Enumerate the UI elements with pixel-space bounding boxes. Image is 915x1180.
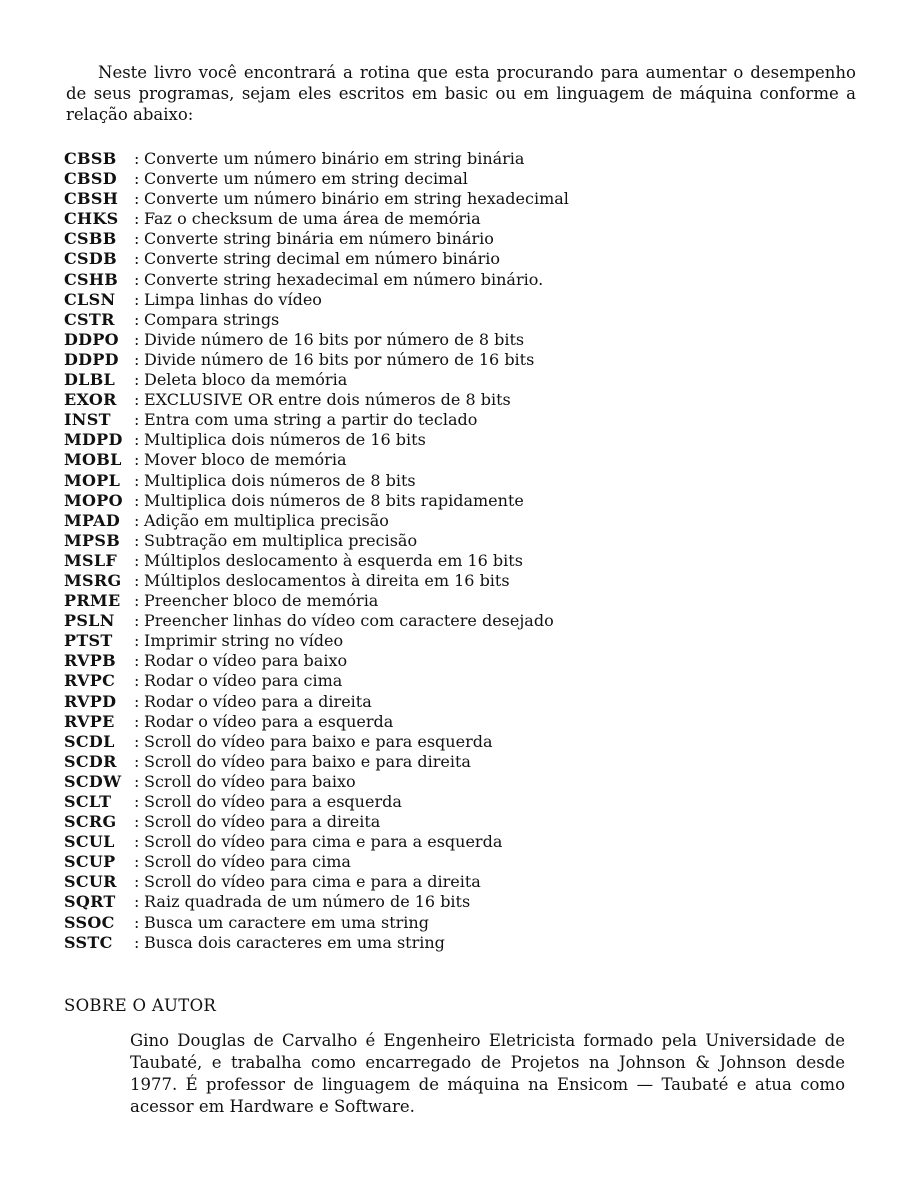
routine-item [64,229,624,249]
routine-item [64,189,624,209]
routine-description: Scroll do vídeo para baixo e para esquerda [144,731,493,751]
routine-separator: : [134,370,140,390]
routine-description: Rodar o vídeo para baixo [144,651,348,671]
routine-separator: : [134,410,140,430]
routine-code: MDPD [64,430,123,450]
routine-item [64,631,624,651]
routine-item [64,792,624,812]
routine-description: Raiz quadrada de um número de 16 bits [144,892,471,912]
routine-description: Rodar o vídeo para cima [144,671,343,691]
routine-separator: : [134,550,140,570]
routine-code: MSLF [64,550,118,570]
routine-code: SCUL [64,832,115,852]
routine-description: Subtração em multiplica precisão [144,530,418,550]
routine-code: CSDB [64,249,117,269]
routine-item [64,330,624,350]
routine-code: RVPB [64,651,116,671]
routine-description: Converte um número binário em string binária [144,149,525,168]
routine-code: PSLN [64,611,115,631]
routine-item [64,611,624,631]
routine-description: Scroll do vídeo para cima [144,852,351,872]
routine-code: CSBB [64,229,117,249]
routine-code: SCDW [64,771,122,791]
routine-description: Scroll do vídeo para baixo [144,771,356,791]
routine-item [64,471,624,491]
routine-description: Rodar o vídeo para a esquerda [144,711,394,731]
routine-description: Imprimir string no vídeo [144,631,344,651]
routine-separator: : [134,209,140,229]
routine-item [64,370,624,390]
routine-item [64,772,624,792]
routine-code: DLBL [64,370,116,390]
routine-item [64,430,624,450]
routine-separator: : [134,711,140,731]
routine-separator: : [134,329,140,349]
routine-separator: : [134,731,140,751]
routine-item [64,852,624,872]
routine-description: Converte um número binário em string hexadecimal [144,189,569,209]
routine-code: SSOC [64,912,115,932]
routine-description: Preencher linhas do vídeo com caractere desejado [144,611,554,631]
routine-code: SCUP [64,852,116,872]
routine-separator: : [134,269,140,289]
routine-item [64,692,624,712]
routine-item [64,350,624,370]
routine-description: Scroll do vídeo para a esquerda [144,792,402,811]
about-author-paragraph: Gino Douglas de Carvalho é Engenheiro Eletricista formado pela Universidade de Taubaté, e trabalha como encarregado de Projetos na Johnson & Johnson desde 1977. É professor de linguagem de máquina na Ensicom — Taubaté e atua como acessor em Hardware e Software. [130,1031,845,1116]
routine-separator: : [134,812,140,832]
routine-item [64,249,624,269]
routine-description: Scroll do vídeo para baixo e para direita [144,751,471,771]
routine-code: PTST [64,631,113,651]
routine-description: Converte string hexadecimal em número binário. [144,269,544,289]
routine-item [64,812,624,832]
routine-separator: : [134,792,140,811]
routine-code: SQRT [64,892,116,912]
routine-item [64,892,624,912]
routine-item [64,571,624,591]
routine-description: Entra com uma string a partir do teclado [144,410,478,430]
routine-description: Scroll do vídeo para cima e para a esquerda [144,832,503,852]
routine-item [64,290,624,310]
routine-code: CBSB [64,149,117,168]
routine-item [64,450,624,470]
routine-description: Scroll do vídeo para cima e para a direita [144,872,481,892]
routine-code: SCRG [64,812,117,832]
routine-separator: : [134,430,140,450]
routine-item [64,390,624,410]
routine-separator: : [134,490,140,510]
routine-description: EXCLUSIVE OR entre dois números de 8 bits [144,390,511,410]
routine-item [64,913,624,933]
routine-separator: : [134,611,140,631]
routine-item [64,209,624,229]
routine-separator: : [134,510,140,530]
routine-description: Deleta bloco da memória [144,370,348,390]
routine-description: Multiplica dois números de 16 bits [144,430,426,450]
intro-paragraph: Neste livro você encontrará a rotina que esta procurando para aumentar o desempenho de seus programas, sejam eles escritos em basic ou em linguagem de máquina conforme a relação abaixo: [66,63,856,124]
routine-code: CBSD [64,169,117,189]
routine-code: DDPD [64,349,119,369]
routine-description: Busca dois caracteres em uma string [144,932,445,952]
routine-item [64,551,624,571]
routine-separator: : [134,149,140,168]
routine-description: Multiplica dois números de 8 bits rapidamente [144,490,524,510]
routine-item [64,752,624,772]
routine-separator: : [134,671,140,691]
routine-separator: : [134,249,140,269]
routine-code: MPAD [64,510,121,530]
routine-code: MSRG [64,570,122,590]
routine-description: Converte string decimal em número binário [144,249,501,269]
routine-code: SSTC [64,932,113,952]
routine-item [64,591,624,611]
routine-item [64,712,624,732]
routine-code: MOPL [64,470,121,490]
routine-item [64,310,624,330]
routine-code: CLSN [64,289,116,309]
routine-description: Compara strings [144,309,280,329]
routine-code: RVPD [64,691,117,711]
routine-code: RVPE [64,711,115,731]
routine-separator: : [134,651,140,671]
routine-description: Divide número de 16 bits por número de 16 bits [144,349,535,369]
routine-item [64,511,624,531]
routine-description: Múltiplos deslocamento à esquerda em 16 bits [144,550,523,570]
routine-separator: : [134,852,140,872]
routine-item [64,651,624,671]
routine-description: Múltiplos deslocamentos à direita em 16 bits [144,570,510,590]
routine-separator: : [134,349,140,369]
routine-separator: : [134,169,140,189]
routine-code: SCDL [64,731,115,751]
routine-description: Rodar o vídeo para a direita [144,691,372,711]
routine-separator: : [134,631,140,651]
routine-item [64,732,624,752]
routine-separator: : [134,289,140,309]
routine-description: Divide número de 16 bits por número de 8 bits [144,329,525,349]
routine-separator: : [134,872,140,892]
routine-item [64,410,624,430]
routine-code: PRME [64,591,121,611]
routine-code: CHKS [64,209,119,229]
routine-separator: : [134,691,140,711]
routine-separator: : [134,892,140,912]
routine-description: Converte string binária em número binário [144,229,494,249]
routine-code: EXOR [64,390,117,410]
routine-list [64,149,624,953]
routine-item [64,832,624,852]
routine-description: Faz o checksum de uma área de memória [144,209,481,229]
routine-item [64,531,624,551]
routine-separator: : [134,771,140,791]
routine-item [64,933,624,953]
routine-separator: : [134,229,140,249]
routine-item [64,872,624,892]
routine-separator: : [134,751,140,771]
routine-separator: : [134,470,140,490]
routine-item [64,671,624,691]
routine-separator: : [134,832,140,852]
routine-item [64,491,624,511]
routine-code: SCDR [64,751,117,771]
routine-code: MPSB [64,530,121,550]
routine-separator: : [134,530,140,550]
about-author-heading: SOBRE O AUTOR [64,996,217,1015]
routine-code: MOBL [64,450,122,470]
routine-separator: : [134,450,140,470]
routine-code: INST [64,410,111,430]
routine-code: RVPC [64,671,116,691]
routine-item [64,149,624,169]
routine-description: Multiplica dois números de 8 bits [144,470,416,490]
routine-separator: : [134,570,140,590]
routine-item [64,169,624,189]
routine-description: Converte um número em string decimal [144,169,468,189]
routine-code: CSHB [64,269,119,289]
routine-separator: : [134,912,140,932]
routine-item [64,270,624,290]
routine-description: Limpa linhas do vídeo [144,289,322,309]
routine-separator: : [134,189,140,209]
routine-code: CBSH [64,189,119,209]
routine-separator: : [134,309,140,329]
routine-description: Preencher bloco de memória [144,591,379,611]
routine-description: Mover bloco de memória [144,450,347,470]
routine-description: Adição em multiplica precisão [144,510,389,530]
routine-code: MOPO [64,490,123,510]
routine-description: Scroll do vídeo para a direita [144,812,381,832]
routine-code: DDPO [64,329,119,349]
routine-code: CSTR [64,309,115,329]
routine-separator: : [134,390,140,410]
routine-description: Busca um caractere em uma string [144,912,429,932]
routine-separator: : [134,591,140,611]
routine-code: SCUR [64,872,117,892]
routine-separator: : [134,932,140,952]
routine-code: SCLT [64,792,112,811]
